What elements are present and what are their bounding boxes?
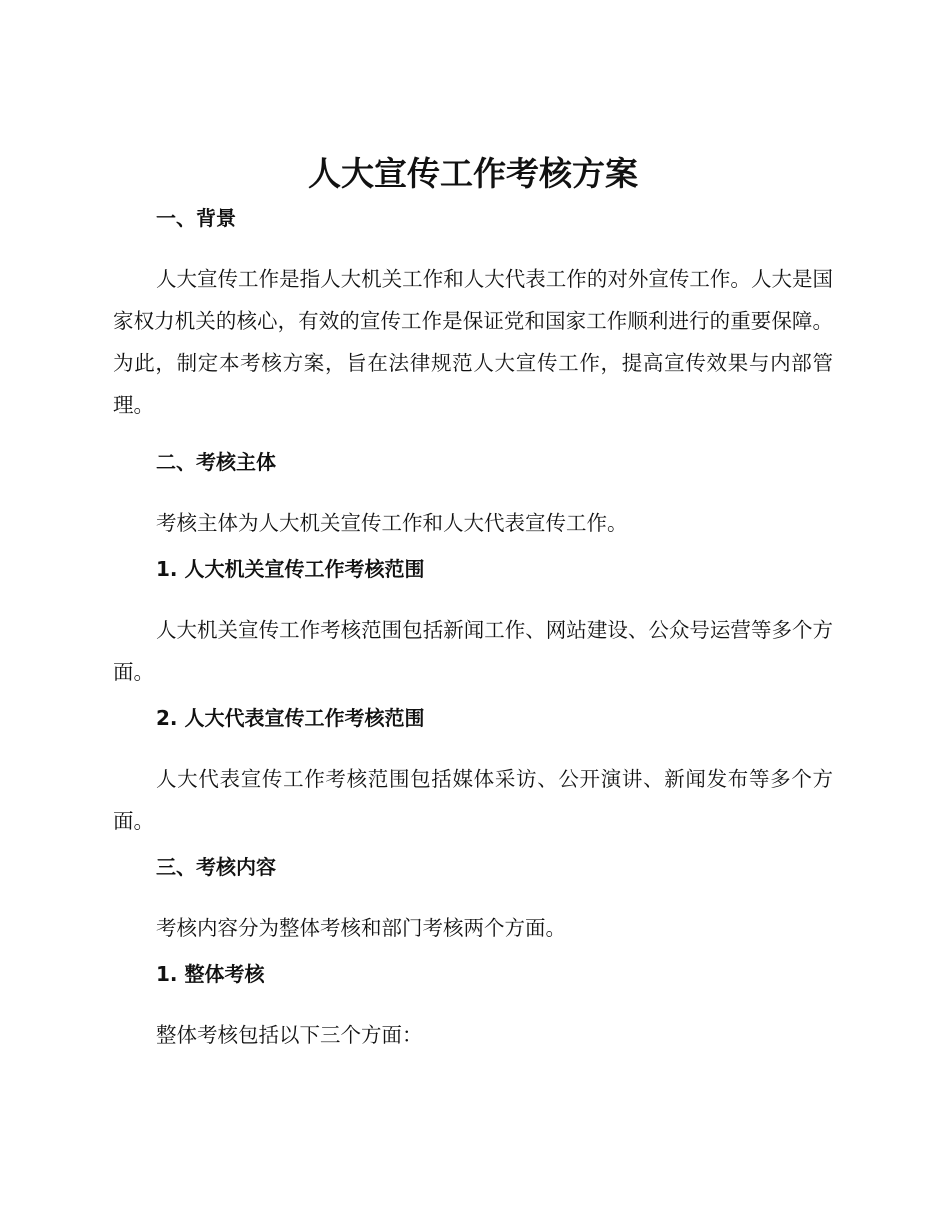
section-heading-assessment-content: 三、考核内容 bbox=[156, 855, 276, 879]
subheading-organ-scope: 1. 人大机关宣传工作考核范围 bbox=[156, 557, 425, 581]
paragraph-overall-assessment: 整体考核包括以下三个方面： bbox=[156, 1023, 423, 1047]
paragraph-organ-scope: 人大机关宣传工作考核范围包括新闻工作、网站建设、公众号运营等多个方面。 bbox=[113, 618, 833, 684]
section-heading-assessment-subject: 二、考核主体 bbox=[156, 450, 276, 474]
subheading-overall-assessment: 1. 整体考核 bbox=[156, 962, 265, 986]
paragraph-deputy-scope: 人大代表宣传工作考核范围包括媒体采访、公开演讲、新闻发布等多个方面。 bbox=[113, 767, 833, 833]
section-heading-background: 一、背景 bbox=[156, 206, 236, 230]
document-title: 人大宣传工作考核方案 bbox=[308, 154, 638, 193]
paragraph-assessment-subject: 考核主体为人大机关宣传工作和人大代表宣传工作。 bbox=[156, 511, 628, 535]
paragraph-background: 人大宣传工作是指人大机关工作和人大代表工作的对外宣传工作。人大是国家权力机关的核心，有效的宣传工作是保证党和国家工作顺利进行的重要保障。为此，制定本考核方案，旨在法律规范人大宣传工作，提高宣传效果与内部管理。 bbox=[113, 267, 833, 417]
paragraph-assessment-content: 考核内容分为整体考核和部门考核两个方面。 bbox=[156, 916, 566, 940]
subheading-deputy-scope: 2. 人大代表宣传工作考核范围 bbox=[156, 706, 425, 730]
document-page bbox=[113, 148, 833, 1056]
